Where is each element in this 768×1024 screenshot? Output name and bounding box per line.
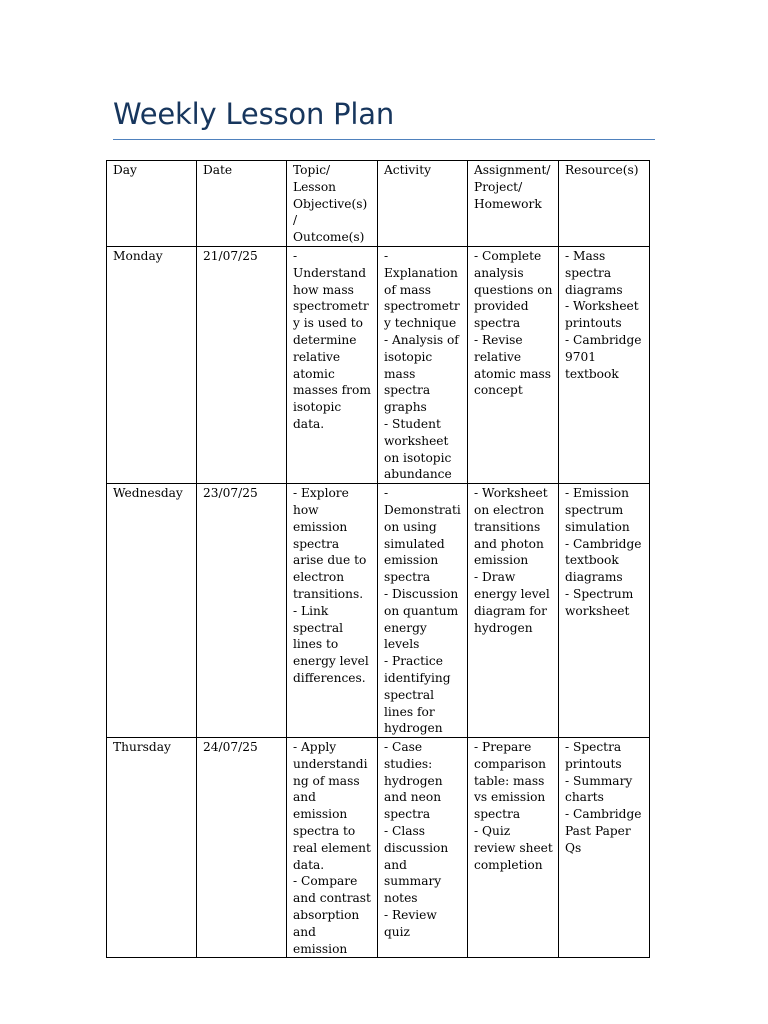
header-cell-assignment: Assignment/ Project/ Homework [468,161,559,247]
cell-resources: - Emission spectrum simulation - Cambridge textbook diagrams - Spectrum worksheet [559,484,650,738]
table-header-row [107,161,650,247]
page-title: Weekly Lesson Plan [113,97,395,131]
cell-activity: - Explanation of mass spectrometry technique - Analysis of isotopic mass spectra graphs - Student worksheet on isotopic abundance [378,246,468,483]
header-cell-activity: Activity [378,161,468,247]
cell-date: 23/07/25 [197,484,287,738]
cell-assignment: - Worksheet on electron transitions and photon emission - Draw energy level diagram for hydrogen [468,484,559,738]
cell-resources: - Mass spectra diagrams - Worksheet printouts - Cambridge 9701 textbook [559,246,650,483]
cell-date: 21/07/25 [197,246,287,483]
cell-day: Wednesday [107,484,197,738]
header-cell-day: Day [107,161,197,247]
header-cell-topic: Topic/ Lesson Objective(s) / Outcome(s) [287,161,378,247]
header-cell-resources: Resource(s) [559,161,650,247]
header-cell-date: Date [197,161,287,247]
cell-assignment: - Prepare comparison table: mass vs emission spectra - Quiz review sheet completion [468,738,559,958]
cell-day: Thursday [107,738,197,958]
cell-resources: - Spectra printouts - Summary charts - Cambridge Past Paper Qs [559,738,650,958]
cell-topic: - Understand how mass spectrometry is used to determine relative atomic masses from isotopic data. [287,246,378,483]
cell-topic: - Apply understanding of mass and emission spectra to real element data. - Compare and contrast absorption and emission [287,738,378,958]
title-underline [113,139,655,140]
lesson-plan-table [106,160,650,958]
table-row [107,246,650,483]
cell-activity: - Case studies: hydrogen and neon spectra - Class discussion and summary notes - Review quiz [378,738,468,958]
cell-activity: - Demonstration using simulated emission spectra - Discussion on quantum energy levels - Practice identifying spectral lines for hydrogen [378,484,468,738]
cell-date: 24/07/25 [197,738,287,958]
cell-topic: - Explore how emission spectra arise due to electron transitions. - Link spectral lines to energy level differences. [287,484,378,738]
table-row [107,484,650,738]
table-row [107,738,650,958]
cell-assignment: - Complete analysis questions on provided spectra - Revise relative atomic mass concept [468,246,559,483]
cell-day: Monday [107,246,197,483]
